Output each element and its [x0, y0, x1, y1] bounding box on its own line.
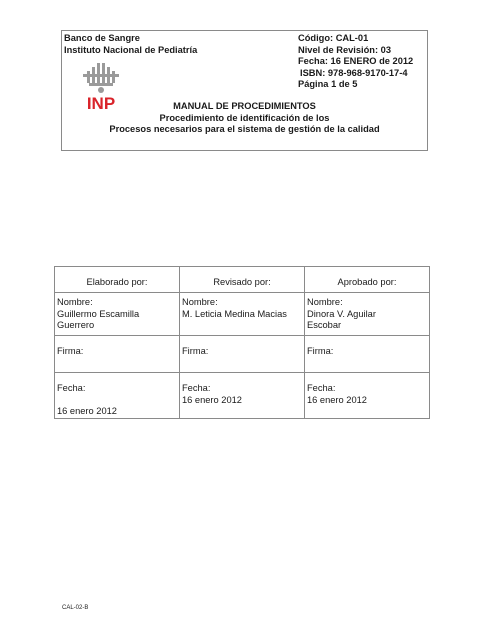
department-name: Banco de Sangre — [64, 33, 140, 43]
logo-emblem — [83, 63, 119, 93]
institution-block — [64, 33, 197, 56]
title-line-1: MANUAL DE PROCEDIMIENTOS — [173, 101, 316, 111]
document-control-block — [298, 33, 413, 91]
name-label: Nombre: — [307, 297, 343, 307]
date-label: Fecha: — [182, 383, 211, 393]
signature-name-row — [55, 293, 430, 336]
signature-header-row — [55, 267, 430, 293]
elaborated-by-name-line-1: Guillermo Escamilla — [57, 308, 140, 319]
name-label: Nombre: — [182, 297, 218, 307]
name-label: Nombre: — [57, 297, 93, 307]
reviewed-by-signature: Firma: — [180, 336, 305, 373]
title-line-2: Procedimiento de identificación de los — [159, 112, 330, 123]
elaborated-by-signature: Firma: — [55, 336, 180, 373]
document-header — [61, 30, 428, 151]
signature-table — [54, 266, 430, 419]
reviewed-by-name-cell — [180, 293, 305, 336]
document-title — [62, 101, 427, 136]
reviewed-by-header: Revisado por: — [180, 267, 305, 293]
revision-level: Nivel de Revisión: 03 — [298, 44, 392, 55]
approved-by-header: Aprobado por: — [305, 267, 430, 293]
issue-date: Fecha: 16 ENERO de 2012 — [298, 56, 414, 66]
logo-text: INP — [86, 94, 116, 113]
reviewed-by-date-cell — [180, 373, 305, 419]
form-code: CAL-02-B — [62, 605, 89, 611]
document-code: Código: CAL-01 — [298, 33, 369, 43]
elaborated-by-name-cell — [55, 293, 180, 336]
date-label: Fecha: — [307, 383, 336, 393]
institution-name: Instituto Nacional de Pediatría — [64, 44, 198, 55]
signature-date-row — [55, 373, 430, 419]
title-line-3: Procesos necesarios para el sistema de gestión de la calidad — [109, 124, 380, 134]
approved-by-name-cell — [305, 293, 430, 336]
reviewed-by-name-line-1: M. Leticia Medina Macias — [182, 308, 287, 319]
approved-by-date: 16 enero 2012 — [307, 394, 367, 405]
approved-by-name-line-1: Dinora V. Aguilar — [307, 308, 376, 319]
signature-firma-row — [55, 336, 430, 373]
isbn: ISBN: 978-968-9170-17-4 — [300, 67, 408, 78]
approved-by-date-cell — [305, 373, 430, 419]
approved-by-name-line-2: Escobar — [307, 320, 342, 330]
page-number: Página 1 de 5 — [298, 79, 358, 89]
reviewed-by-date: 16 enero 2012 — [182, 394, 242, 405]
date-label: Fecha: — [57, 383, 86, 393]
elaborated-by-header: Elaborado por: — [55, 267, 180, 293]
elaborated-by-date: 16 enero 2012 — [57, 406, 117, 416]
elaborated-by-name-line-2: Guerrero — [57, 320, 95, 330]
elaborated-by-date-cell — [55, 373, 180, 419]
approved-by-signature: Firma: — [305, 336, 430, 373]
